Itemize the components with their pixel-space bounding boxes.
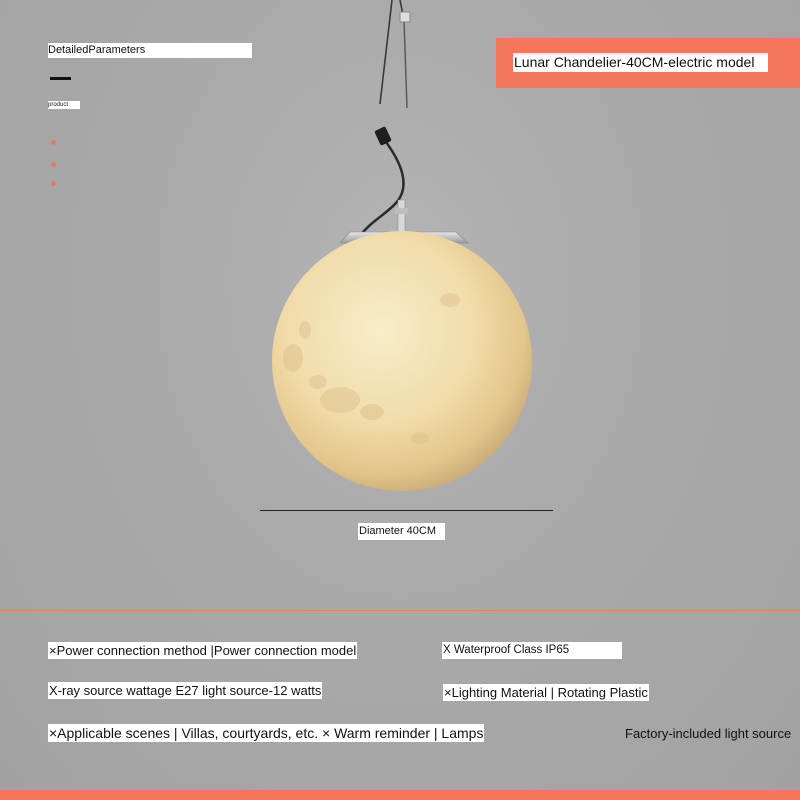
crater [440,293,460,307]
moon-sphere [272,231,532,491]
crater [320,387,360,413]
spec-waterproof-text: X Waterproof Class IP65 [442,642,622,659]
bottom-accent-bar [0,790,800,800]
crater [411,432,429,444]
section-divider [0,610,800,611]
spec-waterproof [442,642,622,659]
product-title: Lunar Chandelier-40CM-electric model [513,53,768,72]
cable-connector [374,126,392,146]
power-cable [360,138,404,236]
spec-scenes-text: ×Applicable scenes | Villas, courtyards, etc. × Warm reminder | Lamps [49,725,484,741]
crater [309,375,327,389]
rod-nut [395,208,408,214]
diameter-dimension-line [260,510,553,511]
spec-wattage-text: X-ray source wattage E27 light source-12 watts [49,683,322,698]
spec-material [443,684,649,701]
spec-wattage [48,682,322,699]
spec-factory-text: Factory-included light source [625,726,792,741]
crater [299,321,311,339]
spec-scenes [48,724,484,742]
suspension-wire [380,0,392,104]
crater [360,404,384,420]
product-label: product [48,101,80,109]
hanging-rod [398,200,405,235]
suspension-wire [404,20,407,108]
spec-material-text: ×Lighting Material | Rotating Plastic [444,685,648,700]
spec-power-connection-text: ×Power connection method |Power connection model [49,643,357,658]
detailed-parameters-heading: DetailedParameters [48,43,252,58]
crater [283,344,303,372]
spec-factory [624,725,792,742]
diameter-label: Diameter 40CM [358,523,445,540]
spec-power-connection [48,642,357,659]
wire-clip [400,12,410,22]
